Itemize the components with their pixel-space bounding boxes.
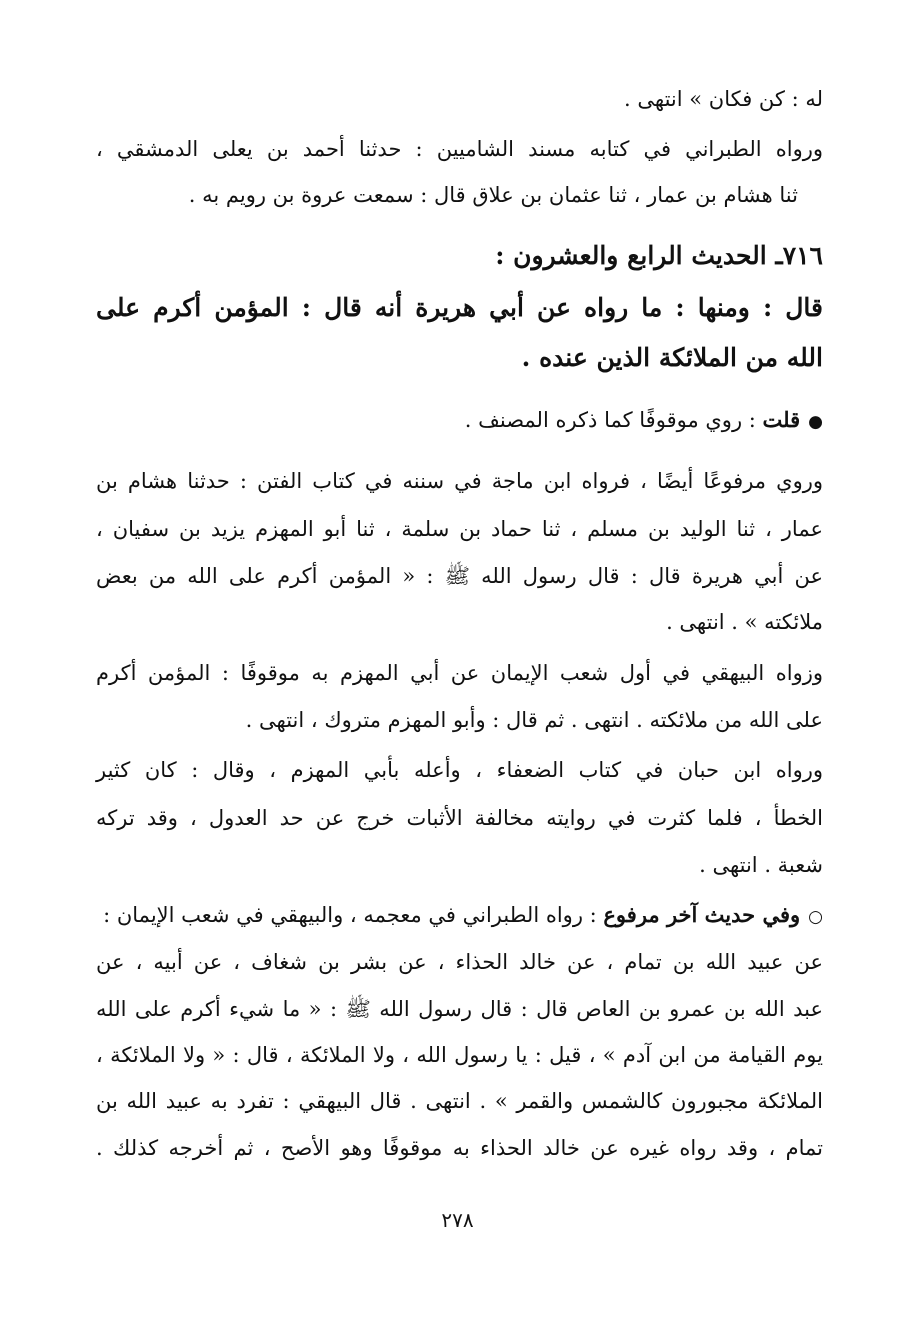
text-line: ورواه ابن حبان في كتاب الضعفاء ، وأعله بأبي المهزم ، وقال : كان كثير: [96, 758, 823, 782]
text-line: عمار ، ثنا الوليد بن مسلم ، ثنا حماد بن سلمة ، ثنا أبو المهزم يزيد بن سفيان ،: [96, 517, 823, 541]
text-line: شعبة . انتهى .: [699, 853, 823, 877]
hadith-text-bold: الله من الملائكة الذين عنده .: [521, 343, 823, 372]
hadith-text-bold: قال : ومنها : ما رواه عن أبي هريرة أنه قال : المؤمن أكرم على: [96, 293, 823, 322]
text-line: عبد الله بن عمرو بن العاص قال : قال رسول الله ﷺ : « ما شيء أكرم على الله: [96, 997, 823, 1021]
filled-bullet-icon: ●: [808, 412, 823, 432]
marfu-label: وفي حديث آخر مرفوع: [603, 902, 801, 927]
hollow-bullet-icon: ○: [808, 907, 823, 927]
qultu-text: : روي موقوفًا كما ذكره المصنف .: [464, 408, 756, 432]
page-number: ٢٧٨: [441, 1208, 474, 1232]
text-line: له : كن فكان » انتهى .: [624, 87, 823, 111]
text-line: عن عبيد الله بن تمام ، عن خالد الحذاء ، عن بشر بن شغاف ، عن أبيه ، عن: [96, 950, 823, 974]
marfu-line: [96, 900, 823, 932]
qultu-line: [96, 405, 823, 437]
marfu-text: : رواه الطبراني في معجمه ، والبيهقي في شعب الإيمان :: [103, 903, 597, 927]
text-line: ملائكته » . انتهى .: [666, 610, 823, 634]
text-line: على الله من ملائكته . انتهى . ثم قال : وأبو المهزم متروك ، انتهى .: [245, 708, 823, 732]
text-line: يوم القيامة من ابن آدم » ، قيل : يا رسول الله ، ولا الملائكة ، قال : « ولا الملائكة ،: [96, 1043, 823, 1067]
text-line: وروي مرفوعًا أيضًا ، فرواه ابن ماجة في سننه في كتاب الفتن : حدثنا هشام بن: [96, 469, 823, 493]
text-line: وزواه البيهقي في أول شعب الإيمان عن أبي المهزم به موقوفًا : المؤمن أكرم: [96, 661, 823, 685]
qultu-label: قلت: [762, 407, 801, 432]
text-line: تمام ، وقد رواه غيره عن خالد الحذاء به موقوفًا وهو الأصح ، ثم أخرجه كذلك .: [96, 1136, 823, 1160]
text-line: الخطأ ، فلما كثرت في روايته مخالفة الأثبات خرج عن حد العدول ، وقد تركه: [96, 806, 823, 830]
hadith-heading: ٧١٦ـ الحديث الرابع والعشرون :: [495, 241, 823, 270]
text-line: ثنا هشام بن عمار ، ثنا عثمان بن علاق قال : سمعت عروة بن رويم به .: [188, 183, 798, 207]
text-line: عن أبي هريرة قال : قال رسول الله ﷺ : « المؤمن أكرم على الله من بعض: [96, 564, 823, 588]
text-line: ورواه الطبراني في كتابه مسند الشاميين : حدثنا أحمد بن يعلى الدمشقي ،: [96, 137, 823, 161]
text-line: الملائكة مجبورون كالشمس والقمر » . انتهى . قال البيهقي : تفرد به عبيد الله بن: [96, 1089, 823, 1113]
